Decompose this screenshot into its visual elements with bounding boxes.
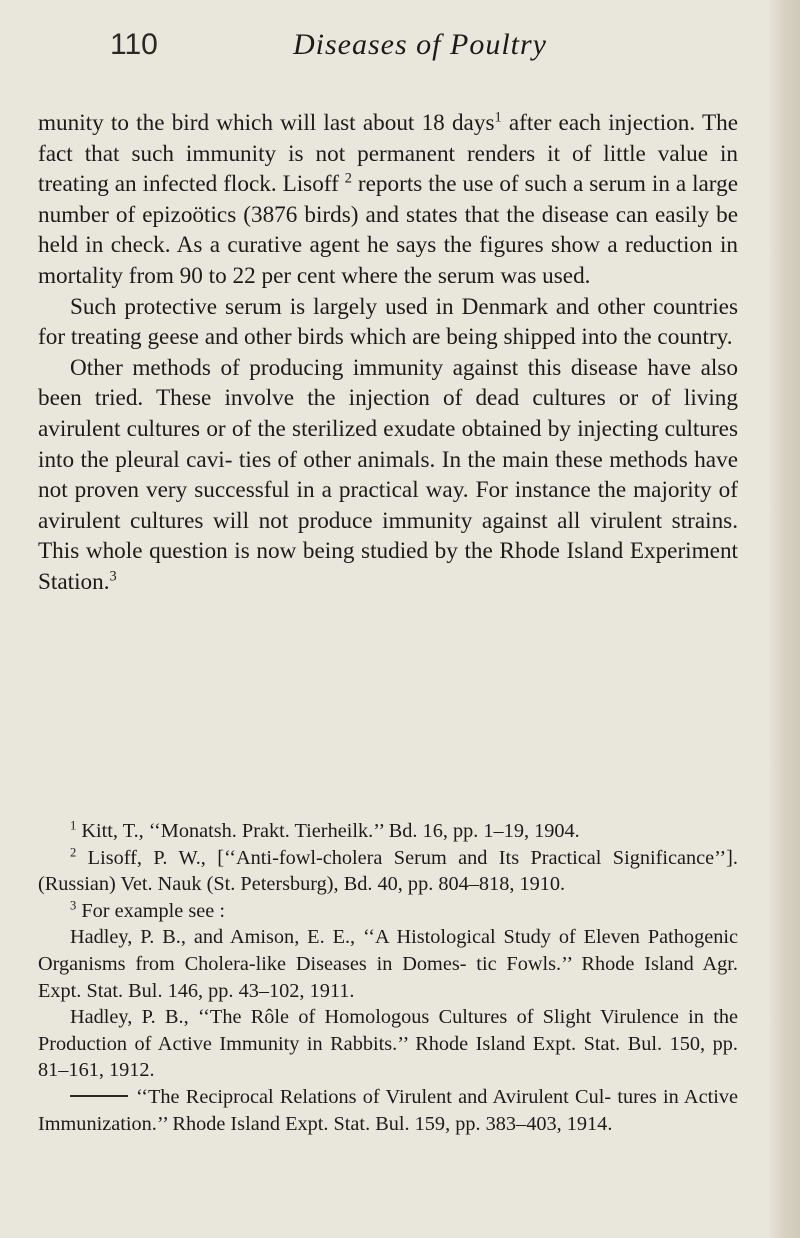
footnote-text: For example see : <box>76 899 225 922</box>
reference <box>38 1084 738 1137</box>
paragraph <box>38 353 738 598</box>
ditto-dash <box>70 1095 128 1097</box>
body-text <box>38 108 738 598</box>
running-title: Diseases of Poultry <box>293 28 547 61</box>
page-edge <box>770 0 800 1238</box>
footnote-mark: 3 <box>70 898 77 913</box>
reference: Hadley, P. B., and Amison, E. E., ‘‘A Histological Study of Eleven Pathogenic Organisms from Cholera-like Diseases in Domes- tic Fowls.’’ Rhode Island Agr. Expt. Stat. Bul. 146, pp. 43–102, 1911. <box>38 926 738 1002</box>
footnote-mark: 2 <box>70 845 77 860</box>
footnote-ref: 1 <box>494 109 502 126</box>
footnote-ref: 2 <box>344 170 352 187</box>
footnote <box>38 845 738 898</box>
page-header <box>110 28 670 68</box>
page-number: 110 <box>110 28 158 61</box>
footnote <box>38 818 738 845</box>
paragraph <box>38 108 738 292</box>
reference-text: ‘‘The Reciprocal Relations of Virulent and Avirulent Cul- tures in Active Immunization.’’ Rhode Island Expt. Stat. Bul. 159, pp. 383–403, 1914. <box>38 1085 738 1135</box>
footnote-mark: 1 <box>70 818 77 833</box>
paragraph: Such protective serum is largely used in Denmark and other countries for treating geese and other birds which are being shipped into the country. <box>38 293 738 351</box>
text-run: after each injection. The fact that such immunity is not permanent renders it of little value in treating an infected flock. Lisoff <box>38 110 739 198</box>
reference: Hadley, P. B., ‘‘The Rôle of Homologous Cultures of Slight Virulence in the Production of Active Immunity in Rabbits.’’ Rhode Island Expt. Stat. Bul. 150, pp. 81–161, 1912. <box>38 1006 738 1082</box>
footnote-text: Kitt, T., ‘‘Monatsh. Prakt. Tierheilk.’’ Bd. 16, pp. 1–19, 1904. <box>76 820 580 842</box>
footnote-text: Lisoff, P. W., [‘‘Anti-fowl-cholera Serum and Its Practical Significance’’]. (Russian) Vet. Nauk (St. Petersburg), Bd. 40, pp. 804–818, 1910. <box>38 846 738 896</box>
footnote-ref: 3 <box>109 568 117 585</box>
text-run: munity to the bird which will last about 18 days <box>38 110 495 136</box>
footnotes <box>38 818 738 1137</box>
footnote <box>38 898 738 925</box>
text-run: reports the use of such a serum in a large number of epizoötics (3876 birds) and states that the disease can easily be held in check. As a curative agent he says the figures show a reduction in mortality from 90 to 22 per cent where the serum was used. <box>38 171 739 289</box>
text-run: Other methods of producing immunity against this disease have also been tried. These involve the injection of dead cultures or of living avirulent cultures or of the sterilized exudate obtained by injecting cultures into the pleural cavi- ties of other animals. In the main these methods have not proven very successful in a practical way. For instance the majority of avirulent cultures will not produce immunity against all virulent strains. This whole question is now being studied by the Rhode Island Experiment Station. <box>38 354 738 595</box>
